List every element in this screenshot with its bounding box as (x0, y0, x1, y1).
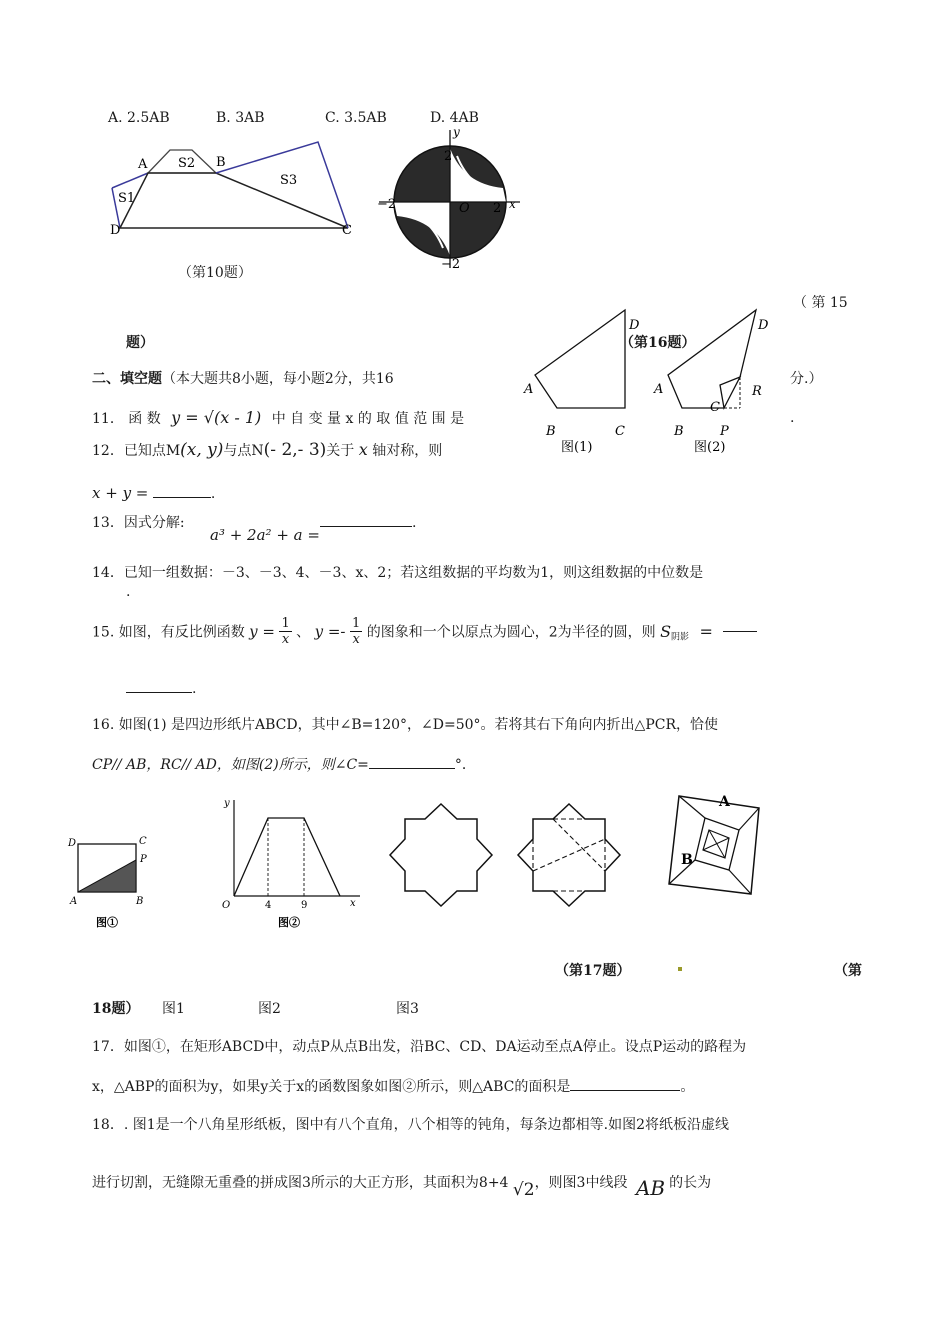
fig15-caption-part2: 题） (126, 335, 154, 351)
q15-line2 (126, 678, 196, 697)
q12-text1: 12．已知点M (92, 443, 181, 459)
q10-option-a: A. 2.5AB (108, 110, 170, 126)
section-2-desc-left: （本大题共8小题，每小题2分，共16 (162, 371, 394, 387)
q15-f1-num: 1 (281, 616, 290, 631)
figure-18-square-3 (655, 790, 775, 910)
fig17-label-p: P (140, 854, 147, 865)
fig16-2-caption: 图(2) (694, 440, 726, 455)
q12-answer-blank (153, 497, 211, 498)
q16-answer-blank (369, 754, 455, 769)
fig18-label-b: B (681, 852, 693, 868)
fig18-caption-2: 图2 (258, 1001, 281, 1017)
q17-line2 (92, 1076, 694, 1096)
fig10-label-a: A (138, 157, 148, 172)
fig16-caption: （第16题） (620, 335, 696, 351)
fig16-1-label-d: D (629, 318, 640, 333)
q15-end: . (192, 681, 197, 697)
fig16-2-label-a: A (654, 382, 664, 397)
q15-f1: y = (249, 622, 275, 641)
q14-line1: 14．已知一组数据：－3、－3、4、－3、x、2；若这组数据的平均数为1，则这组数据的中位数是 (92, 565, 704, 581)
q15-f1-den: x (281, 632, 290, 647)
figure-17-rectangle (66, 830, 156, 935)
q11-prefix: 11． 函 数 (92, 411, 161, 427)
fig16-1-label-c: C (615, 424, 625, 439)
figure-18-star-1 (386, 800, 496, 910)
q15-s: S (660, 622, 672, 641)
q15-fraction2 (350, 616, 362, 647)
fig17-fig2-caption: 图② (278, 916, 300, 929)
q12-line2 (92, 484, 215, 502)
fig16-2-label-d: D (758, 318, 769, 333)
fig10-label-s3: S3 (280, 173, 298, 188)
q16-line2 (92, 754, 476, 774)
fig10-label-b: B (216, 155, 226, 170)
q15-answer-blank-2 (126, 678, 192, 693)
figure-16-2 (648, 305, 788, 460)
q15-eq: = (699, 622, 713, 641)
fig17-label-a: A (70, 896, 78, 907)
q11-formula: y = √(x - 1) (171, 408, 262, 427)
q18-line2b: ，则图3中线段 (534, 1175, 628, 1191)
q18-sqrt: √2 (512, 1180, 535, 1200)
fig16-1-label-b: B (546, 424, 556, 439)
q12-text2: 与点N (223, 443, 264, 459)
q13-answer-blank (320, 512, 412, 527)
q15-sep: 、 (296, 624, 311, 641)
q15-f2-den: x (352, 632, 360, 647)
q15-s-sub: 阴影 (671, 632, 690, 643)
stray-dot (678, 967, 682, 971)
fig17-graph-label-4: 4 (265, 900, 272, 911)
fig15-label-neg2-left: −2 (377, 197, 397, 212)
fig15-label-x: x (509, 197, 516, 211)
section-2-title: 二、填空题 (92, 371, 162, 387)
fig17-label-b: B (136, 896, 144, 907)
fig17-label-d: D (68, 838, 77, 849)
q12-point-n: (- 2,- 3) (263, 440, 327, 460)
q15-fraction1 (279, 616, 291, 647)
question-12 (92, 440, 442, 460)
q15-f2-num: 1 (351, 616, 361, 631)
fig15-label-2-top: 2 (444, 149, 453, 164)
q16-line2a: CP// AB，RC// AD，如图(2)所示，则∠C= (92, 757, 369, 773)
q13-label: 13．因式分解: (92, 515, 185, 531)
fig10-label-s2: S2 (178, 156, 196, 171)
fig17-fig1-caption: 图① (96, 916, 118, 929)
fig15-label-2-right: 2 (493, 201, 502, 216)
q13-end: . (412, 515, 417, 531)
q17-line2a: x，△ABP的面积为y，如果y关于x的函数图象如图②所示，则△ABC的面积是 (92, 1079, 571, 1095)
q13-answer (320, 512, 416, 531)
q15-text2: 的图象和一个以原点为圆心，2为半径的圆，则 (366, 624, 656, 641)
q18-line1: 18．. 图1是一个八角星形纸板，图中有八个直角，八个相等的钝角，每条边都相等.如图2将纸板沿虚线 (92, 1117, 729, 1133)
fig16-1-label-a: A (524, 382, 534, 397)
q14-line2: . (126, 584, 131, 600)
figure-17-graph (212, 796, 362, 936)
figure-10 (100, 140, 370, 240)
q11-suffix: 中 自 变 量 x 的 取 值 范 围 是 (271, 411, 465, 427)
q18-line2 (92, 1168, 712, 1200)
fig15-caption-part1: （ 第 15 (793, 295, 848, 311)
q12-end: . (210, 486, 216, 502)
fig18-caption-part2: 18题） (92, 1001, 140, 1017)
q15-answer-blank-1 (723, 631, 757, 632)
fig16-2-label-c: C (710, 400, 720, 415)
fig18-label-a: A (719, 794, 730, 810)
fig16-2-label-p: P (720, 424, 729, 439)
q16-line2b: °． (454, 757, 476, 773)
q12-text3: 关于 (326, 443, 355, 459)
q16-line1: 16. 如图(1) 是四边形纸片ABCD，其中∠B=120°，∠D=50°。若将其右下角向内折出△PCR，恰使 (92, 717, 718, 733)
q17-line2b: 。 (680, 1079, 695, 1095)
figure-16-1 (515, 305, 655, 460)
fig17-caption: （第17题） (555, 963, 631, 979)
q18-line2c: 的长为 (669, 1175, 712, 1191)
fig15-label-neg2-bottom: −2 (441, 257, 461, 272)
q18-line2a: 进行切割，无缝隙无重叠的拼成图3所示的大正方形，其面积为8+4 (92, 1175, 509, 1191)
fig16-2-label-r: R (752, 384, 762, 399)
q10-option-b: B. 3AB (216, 110, 265, 126)
q17-answer-blank (570, 1076, 680, 1091)
q12-point-m: (x, y) (180, 440, 224, 460)
q10-option-c: C. 3.5AB (325, 110, 387, 126)
q15-f2: y =- (314, 622, 346, 641)
fig17-graph-label-o: O (222, 900, 231, 911)
fig17-graph-label-9: 9 (301, 900, 308, 911)
fig10-label-c: C (342, 223, 352, 238)
figure-18-star-2 (514, 800, 624, 910)
fig18-caption-3: 图3 (396, 1001, 419, 1017)
q11-end: . (790, 410, 795, 426)
q12-axis: x (358, 440, 368, 459)
q15-text1: 15. 如图，有反比例函数 (92, 624, 245, 641)
fig16-2-label-b: B (674, 424, 684, 439)
question-11 (92, 408, 464, 428)
fig15-label-o: O (459, 201, 470, 216)
fig10-caption: （第10题） (178, 265, 252, 281)
q17-line1: 17．如图①，在矩形ABCD中，动点P从点B出发，沿BC、CD、DA运动至点A停止。设点P运动的路程为 (92, 1039, 747, 1055)
section-2-desc-right: 分.） (790, 371, 823, 387)
q13-formula: a³ + 2a² + a = (210, 526, 320, 544)
section-2-header (92, 368, 394, 388)
q12-sum: x + y = (92, 484, 149, 502)
fig10-label-s1: S1 (118, 191, 136, 206)
q10-option-d: D. 4AB (430, 110, 479, 126)
fig10-label-d: D (110, 223, 121, 238)
question-15 (92, 616, 757, 656)
q18-segment-ab: AB (635, 1176, 666, 1200)
figure-15 (375, 122, 525, 272)
fig18-caption-part1: （第 (834, 963, 862, 979)
q12-text4: 轴对称，则 (372, 443, 443, 459)
fig17-label-c: C (139, 836, 147, 847)
fig17-graph-label-y: y (224, 798, 230, 809)
fig16-1-caption: 图(1) (561, 440, 593, 455)
fig18-caption-1: 图1 (162, 1001, 185, 1017)
fig17-graph-label-x: x (350, 898, 356, 909)
fig15-label-y: y (453, 125, 460, 139)
